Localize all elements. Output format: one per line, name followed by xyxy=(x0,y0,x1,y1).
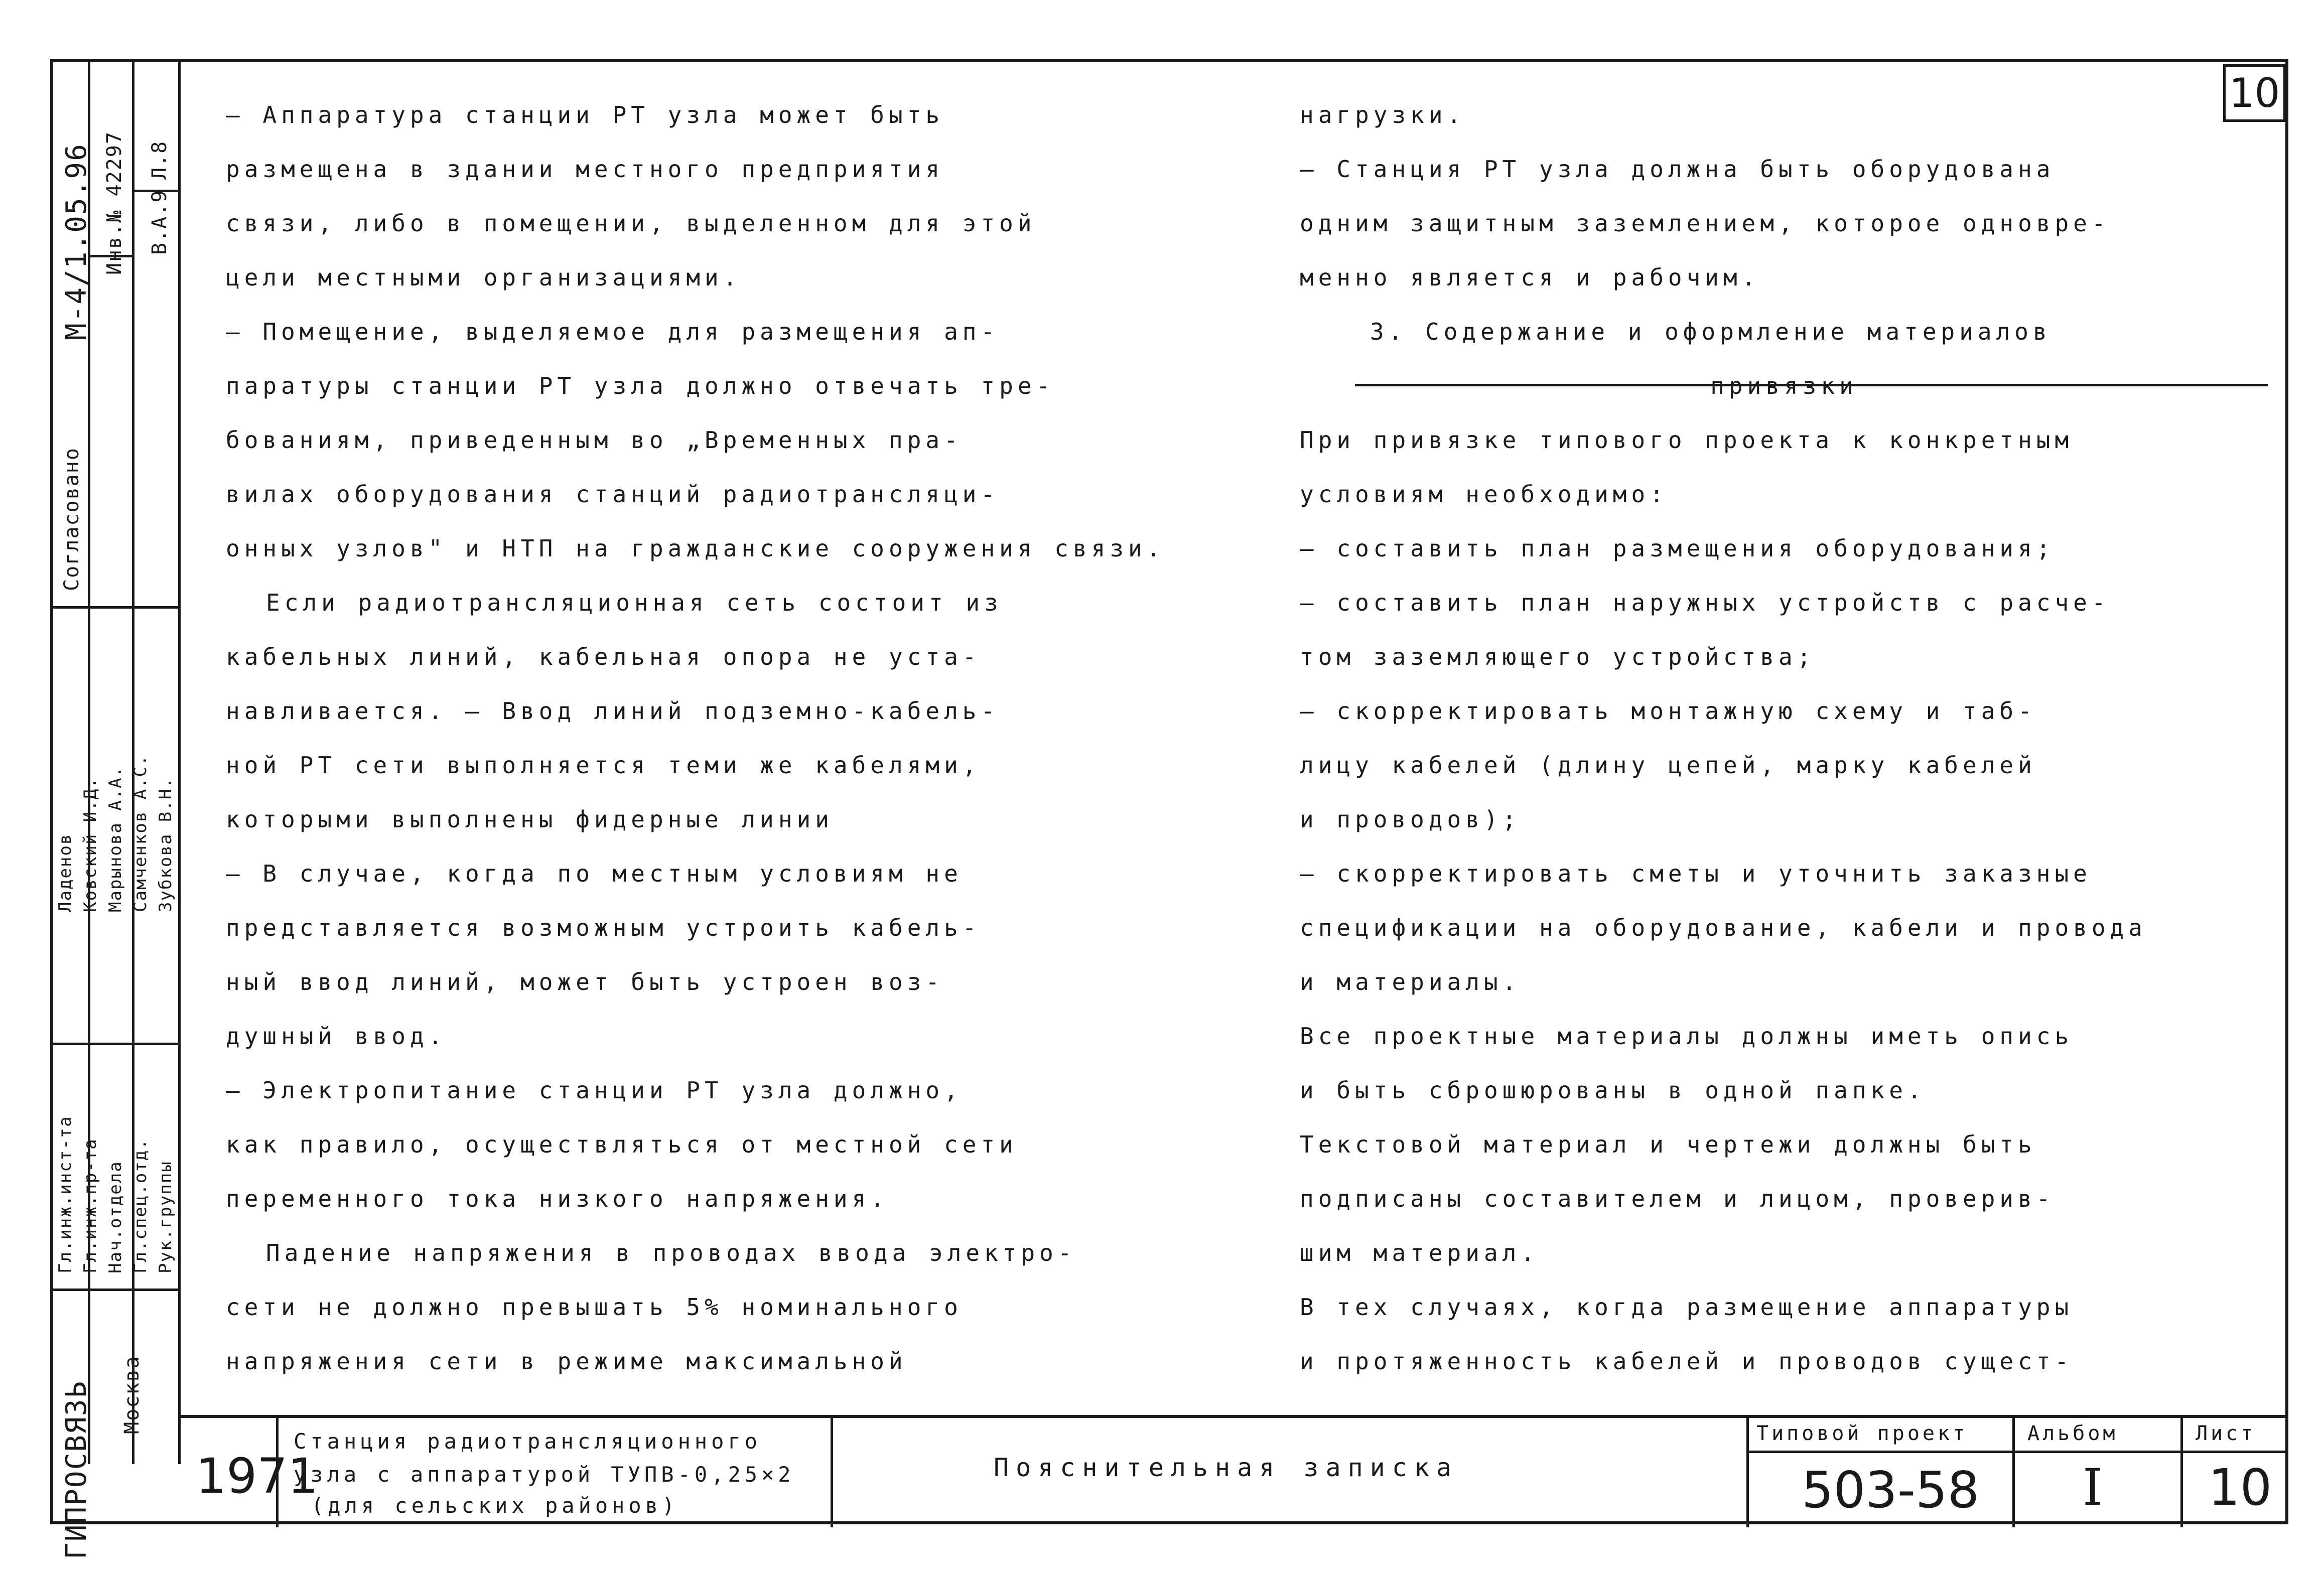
project-label: Типовой проект xyxy=(1756,1422,1968,1445)
left-text-column xyxy=(226,88,1204,1388)
text-line: — Электропитание станции РТ узла должно, xyxy=(226,1077,963,1104)
section-heading-sub: привязки xyxy=(1710,372,1858,399)
album-label: Альбом xyxy=(2027,1422,2118,1445)
text-line: — Станция РТ узла должна быть оборудована xyxy=(1300,156,2055,183)
text-line: Падение напряжения в проводах ввода электро- xyxy=(266,1239,1076,1266)
text-line: онных узлов" и НТП на гражданские сооружения связи. xyxy=(226,535,1165,562)
text-line: и материалы. xyxy=(1300,968,1521,995)
tb-divider xyxy=(1746,1451,2288,1453)
text-line: душный ввод. xyxy=(226,1023,447,1050)
role-4: Гл.спец.отд. xyxy=(130,1138,151,1273)
text-line: Все проектные материалы должны иметь опись xyxy=(1300,1023,2074,1050)
text-line: которыми выполнены фидерные линии xyxy=(226,806,834,833)
text-line: ной РТ сети выполняется теми же кабелями, xyxy=(226,752,981,779)
role-5: Рук.группы xyxy=(156,1161,176,1273)
org-name: ГИПРОСВЯЗЬ xyxy=(60,1380,93,1559)
station-title-line: узла с аппаратурой ТУПВ-0,25×2 xyxy=(294,1462,795,1487)
text-line: — Аппаратура станции РТ узла может быть xyxy=(226,101,944,128)
agreed-label: Согласовано xyxy=(60,447,83,591)
text-line: навливается. — Ввод линий подземно-кабель- xyxy=(226,697,1000,725)
section-heading: 3. Содержание и оформление материалов xyxy=(1370,318,2052,345)
text-line: В тех случаях, когда размещение аппаратуры xyxy=(1300,1294,2074,1321)
text-line: — скорректировать монтажную схему и таб- xyxy=(1300,697,2036,725)
text-line: сети не должно превышать 5% номинального xyxy=(226,1294,963,1321)
project-number: 503-58 xyxy=(1802,1461,1980,1519)
sheet-number: 10 xyxy=(2208,1458,2272,1517)
text-line: размещена в здании местного предприятия xyxy=(226,156,944,183)
station-title-line: (для сельских районов) xyxy=(311,1493,679,1518)
title-block xyxy=(181,1415,2288,1524)
text-line: — составить план наружных устройств с расче- xyxy=(1300,589,2110,616)
text-line: одним защитным заземлением, которое одновре- xyxy=(1300,210,2110,237)
role-2: Гл.инж.пр-та xyxy=(80,1138,100,1273)
text-line: вилах оборудования станций радиотрансляци- xyxy=(226,481,1000,508)
strip-divider xyxy=(50,1288,181,1291)
text-line: При привязке типового проекта к конкретным xyxy=(1300,426,2074,454)
tb-divider xyxy=(2180,1418,2183,1527)
document-name: Пояснительная записка xyxy=(994,1453,1459,1482)
strip-divider xyxy=(50,1043,181,1045)
person-4: Самченков А.С. xyxy=(130,754,151,912)
person-2: Ковский И.Д. xyxy=(80,777,100,912)
inventory-number: Инв.№ 42297 xyxy=(103,131,126,275)
text-line: нагрузки. xyxy=(1300,101,1466,128)
person-3: Марынова А.А. xyxy=(105,765,125,912)
role-3: Нач.отдела xyxy=(105,1161,125,1273)
sheet-label: Лист xyxy=(2196,1422,2256,1445)
text-line: и проводов); xyxy=(1300,806,1521,833)
text-line: том заземляющего устройства; xyxy=(1300,643,1816,670)
person-1: Ладенов xyxy=(55,833,75,912)
tb-divider xyxy=(2012,1418,2015,1527)
text-line: — составить план размещения оборудования; xyxy=(1300,535,2055,562)
text-line: бованиям, приведенным во „Временных пра- xyxy=(226,426,963,454)
heading-underline xyxy=(1355,384,2268,386)
text-line: — В случае, когда по местным условиям не xyxy=(226,860,963,887)
text-line: лицу кабелей (длину цепей, марку кабелей xyxy=(1300,752,2036,779)
role-1: Гл.инж.инст-та xyxy=(55,1115,75,1273)
text-line: напряжения сети в режиме максимальной xyxy=(226,1348,907,1375)
text-line: — Помещение, выделяемое для размещения ап- xyxy=(226,318,1000,345)
text-line: — скорректировать сметы и уточнить заказные xyxy=(1300,860,2092,887)
album-number: I xyxy=(2083,1458,2103,1517)
text-line: Текстовой материал и чертежи должны быть xyxy=(1300,1131,2036,1158)
tb-divider xyxy=(831,1418,833,1527)
text-line: условиям необходимо: xyxy=(1300,481,1668,508)
left-stamp-strip xyxy=(50,59,181,1559)
text-line: и быть сброшюрованы в одной папке. xyxy=(1300,1077,1926,1104)
text-line: ный ввод линий, может быть устроен воз- xyxy=(226,968,944,995)
text-line: и протяженность кабелей и проводов сущест- xyxy=(1300,1348,2074,1375)
doc-id: М-4/1.05.96 xyxy=(60,143,93,340)
text-line: цели местными организациями. xyxy=(226,264,742,291)
text-line: подписаны составителем и лицом, проверив- xyxy=(1300,1185,2055,1212)
year-cell: 1971 xyxy=(196,1448,319,1504)
text-line: кабельных линий, кабельная опора не уста- xyxy=(226,643,981,670)
tb-divider xyxy=(1746,1418,1749,1527)
text-line: паратуры станции РТ узла должно отвечать тре- xyxy=(226,372,1055,399)
text-line: как правило, осуществляться от местной сети xyxy=(226,1131,1018,1158)
text-line: представляется возможным устроить кабель- xyxy=(226,914,981,941)
text-line: менно является и рабочим. xyxy=(1300,264,1760,291)
strip-divider xyxy=(50,606,181,609)
text-line: спецификации на оборудование, кабели и провода xyxy=(1300,914,2147,941)
sheet-number-box: 10 xyxy=(2223,64,2286,122)
person-5: Зубкова В.Н. xyxy=(156,777,176,912)
right-text-column xyxy=(1300,88,2268,1388)
sheet-ref: Л.8 xyxy=(148,140,171,180)
album-ref: В.А.9 xyxy=(148,189,171,255)
text-line: шим материал. xyxy=(1300,1239,1540,1266)
text-line: связи, либо в помещении, выделенном для этой xyxy=(226,210,1036,237)
station-title-line: Станция радиотрансляционного xyxy=(294,1429,762,1454)
org-city: Москва xyxy=(120,1355,144,1434)
text-line: Если радиотрансляционная сеть состоит из xyxy=(266,589,1003,616)
text-line: переменного тока низкого напряжения. xyxy=(226,1185,889,1212)
